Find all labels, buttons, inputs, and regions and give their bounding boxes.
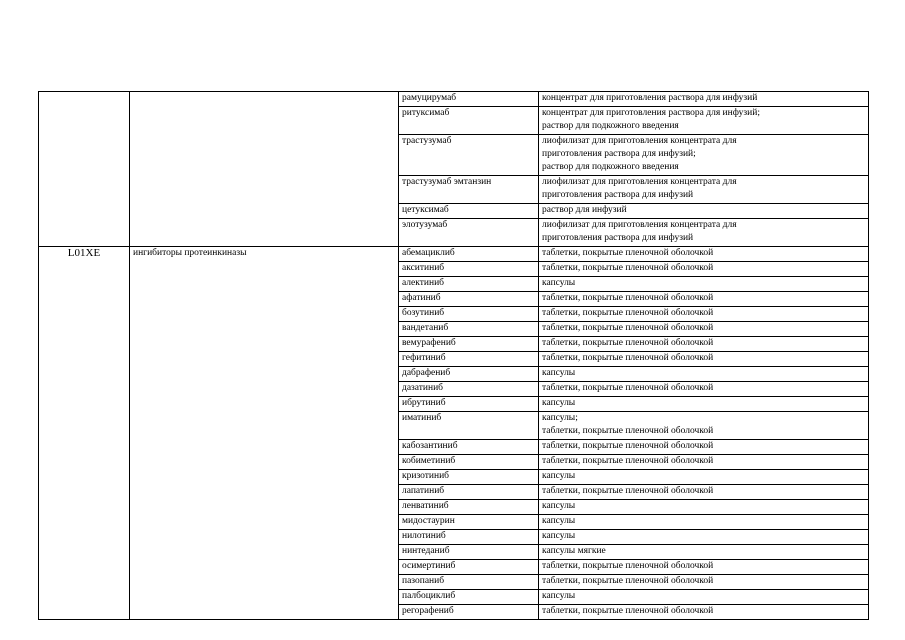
drug-name-cell: палбоциклиб xyxy=(399,590,539,605)
drug-name-cell: осимертиниб xyxy=(399,560,539,575)
drug-name-cell: иматиниб xyxy=(399,412,539,440)
dosage-form-line: таблетки, покрытые пленочной оболочкой xyxy=(542,308,714,318)
dosage-form-cell xyxy=(539,247,869,262)
dosage-form-cell xyxy=(539,322,869,337)
drug-name-cell: дабрафениб xyxy=(399,367,539,382)
drug-name-cell: рамуцирумаб xyxy=(399,92,539,107)
dosage-form-line: лиофилизат для приготовления концентрата для xyxy=(542,136,737,146)
atc-code-cell xyxy=(39,92,130,247)
dosage-form-line: таблетки, покрытые пленочной оболочкой xyxy=(542,426,714,436)
dosage-form-line: капсулы xyxy=(542,501,576,511)
dosage-form-line: таблетки, покрытые пленочной оболочкой xyxy=(542,576,714,586)
drug-table xyxy=(38,91,869,620)
drug-name-cell: нилотиниб xyxy=(399,530,539,545)
dosage-form-cell xyxy=(539,560,869,575)
dosage-form-cell xyxy=(539,382,869,397)
atc-code-cell: L01XE xyxy=(39,247,130,620)
drug-name-cell: трастузумаб xyxy=(399,135,539,176)
drug-name-cell: ритуксимаб xyxy=(399,107,539,135)
dosage-form-line: капсулы xyxy=(542,516,576,526)
dosage-form-cell xyxy=(539,605,869,620)
drug-name-cell: вандетаниб xyxy=(399,322,539,337)
dosage-form-cell xyxy=(539,397,869,412)
dosage-form-cell xyxy=(539,352,869,367)
drug-name-cell: афатиниб xyxy=(399,292,539,307)
table-body xyxy=(39,92,869,620)
dosage-form-line: лиофилизат для приготовления концентрата для xyxy=(542,177,737,187)
dosage-form-cell xyxy=(539,412,869,440)
dosage-form-cell xyxy=(539,176,869,204)
drug-name-cell: гефитиниб xyxy=(399,352,539,367)
drug-name-cell: дазатиниб xyxy=(399,382,539,397)
dosage-form-line: таблетки, покрытые пленочной оболочкой xyxy=(542,561,714,571)
dosage-form-line: капсулы xyxy=(542,591,576,601)
dosage-form-line: таблетки, покрытые пленочной оболочкой xyxy=(542,293,714,303)
table-row xyxy=(39,92,869,107)
dosage-form-line: таблетки, покрытые пленочной оболочкой xyxy=(542,323,714,333)
dosage-form-line: раствор для инфузий xyxy=(542,205,627,215)
dosage-form-line: капсулы xyxy=(542,471,576,481)
dosage-form-cell xyxy=(539,292,869,307)
dosage-form-line: таблетки, покрытые пленочной оболочкой xyxy=(542,383,714,393)
drug-name-cell: ленватиниб xyxy=(399,500,539,515)
dosage-form-cell xyxy=(539,470,869,485)
dosage-form-line: капсулы xyxy=(542,278,576,288)
dosage-form-cell xyxy=(539,515,869,530)
drug-name-cell: акситиниб xyxy=(399,262,539,277)
dosage-form-line: приготовления раствора для инфузий xyxy=(542,190,694,200)
drug-name-cell: мидостаурин xyxy=(399,515,539,530)
dosage-form-cell xyxy=(539,545,869,560)
dosage-form-line: таблетки, покрытые пленочной оболочкой xyxy=(542,263,714,273)
dosage-form-cell xyxy=(539,135,869,176)
drug-name-cell: вемурафениб xyxy=(399,337,539,352)
dosage-form-line: лиофилизат для приготовления концентрата для xyxy=(542,220,737,230)
drug-name-cell: лапатиниб xyxy=(399,485,539,500)
dosage-form-line: приготовления раствора для инфузий; xyxy=(542,149,696,159)
drug-name-cell: элотузумаб xyxy=(399,219,539,247)
group-name-cell: ингибиторы протеинкиназы xyxy=(130,247,399,620)
dosage-form-cell xyxy=(539,455,869,470)
dosage-form-line: таблетки, покрытые пленочной оболочкой xyxy=(542,486,714,496)
drug-name-cell: кабозантиниб xyxy=(399,440,539,455)
group-name-cell xyxy=(130,92,399,247)
dosage-form-cell xyxy=(539,485,869,500)
dosage-form-cell xyxy=(539,500,869,515)
dosage-form-cell xyxy=(539,530,869,545)
drug-name-cell: кризотиниб xyxy=(399,470,539,485)
dosage-form-cell xyxy=(539,440,869,455)
drug-name-cell: пазопаниб xyxy=(399,575,539,590)
dosage-form-line: таблетки, покрытые пленочной оболочкой xyxy=(542,353,714,363)
dosage-form-line: концентрат для приготовления раствора для инфузий xyxy=(542,93,758,103)
dosage-form-cell xyxy=(539,590,869,605)
dosage-form-cell xyxy=(539,277,869,292)
dosage-form-cell xyxy=(539,107,869,135)
dosage-form-cell xyxy=(539,307,869,322)
drug-name-cell: трастузумаб эмтанзин xyxy=(399,176,539,204)
dosage-form-line: таблетки, покрытые пленочной оболочкой xyxy=(542,338,714,348)
dosage-form-line: капсулы xyxy=(542,531,576,541)
drug-name-cell: бозутиниб xyxy=(399,307,539,322)
dosage-form-line: раствор для подкожного введения xyxy=(542,162,679,172)
dosage-form-line: раствор для подкожного введения xyxy=(542,121,679,131)
dosage-form-line: таблетки, покрытые пленочной оболочкой xyxy=(542,456,714,466)
dosage-form-cell xyxy=(539,575,869,590)
drug-name-cell: алектиниб xyxy=(399,277,539,292)
drug-name-cell: цетуксимаб xyxy=(399,204,539,219)
drug-name-cell: нинтеданиб xyxy=(399,545,539,560)
dosage-form-cell xyxy=(539,337,869,352)
dosage-form-line: концентрат для приготовления раствора для инфузий; xyxy=(542,108,760,118)
dosage-form-line: таблетки, покрытые пленочной оболочкой xyxy=(542,248,714,258)
dosage-form-line: приготовления раствора для инфузий xyxy=(542,233,694,243)
dosage-form-cell xyxy=(539,367,869,382)
dosage-form-line: таблетки, покрытые пленочной оболочкой xyxy=(542,441,714,451)
dosage-form-line: капсулы xyxy=(542,368,576,378)
dosage-form-line: таблетки, покрытые пленочной оболочкой xyxy=(542,606,714,616)
dosage-form-line: капсулы xyxy=(542,398,576,408)
dosage-form-cell xyxy=(539,262,869,277)
dosage-form-cell xyxy=(539,219,869,247)
table-row xyxy=(39,247,869,262)
dosage-form-line: капсулы мягкие xyxy=(542,546,606,556)
dosage-form-cell xyxy=(539,204,869,219)
drug-name-cell: абемациклиб xyxy=(399,247,539,262)
dosage-form-cell xyxy=(539,92,869,107)
drug-name-cell: ибрутиниб xyxy=(399,397,539,412)
dosage-form-line: капсулы; xyxy=(542,413,578,423)
drug-name-cell: кобиметиниб xyxy=(399,455,539,470)
drug-name-cell: регорафениб xyxy=(399,605,539,620)
